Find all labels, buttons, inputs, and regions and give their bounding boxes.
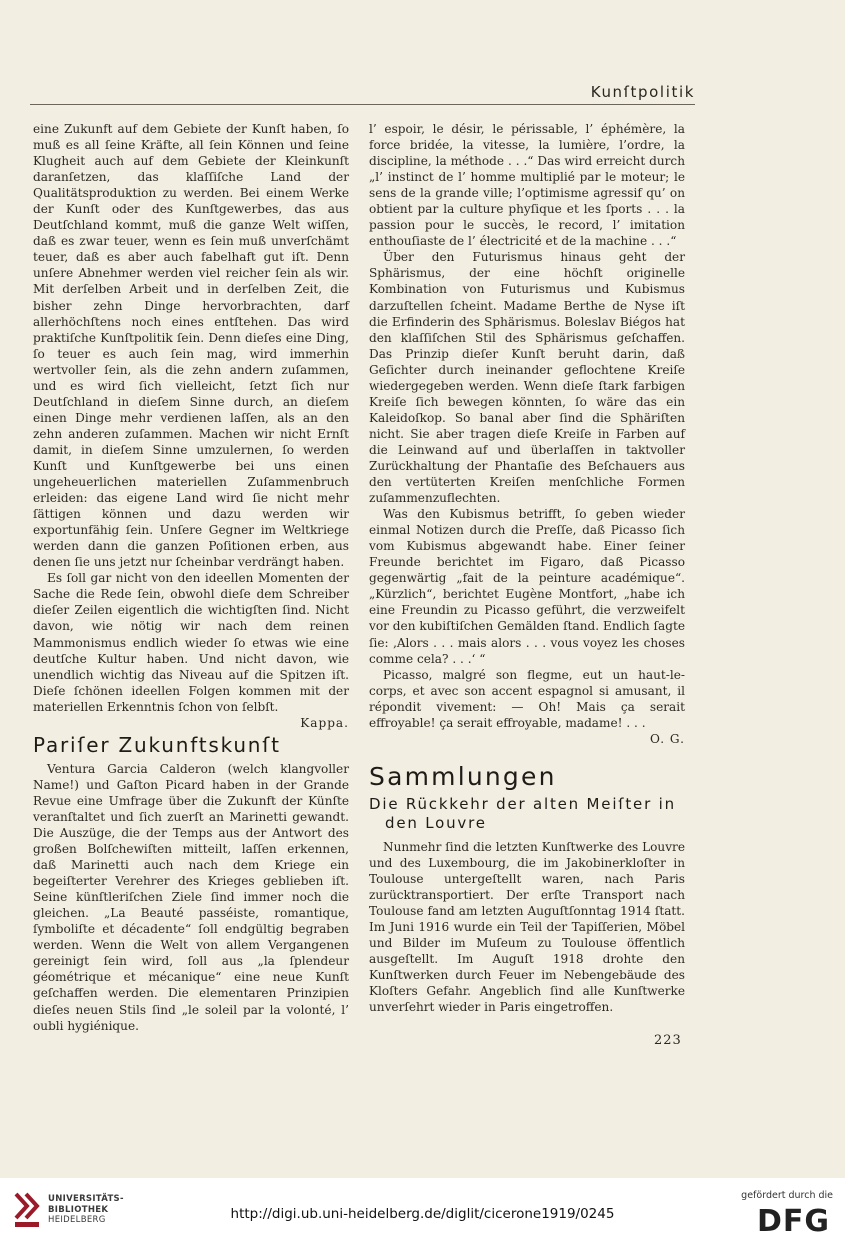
- viewer-footer: [0, 1178, 845, 1245]
- subsection-title: [369, 795, 685, 833]
- author-signature: O. G.: [650, 731, 685, 746]
- library-name-line: UNIVERSITÄTS-: [48, 1194, 124, 1204]
- svg-text:DFG: DFG: [757, 1204, 831, 1235]
- running-header: Kunſtpolitik: [590, 83, 695, 101]
- body-paragraph: Picasso, malgré son flegme, eut un haut-le-corps, et avec son accent espagnol si amusant, il répondit vivement: — Oh! Mais ça serait effroyable! ça serait effroyable, madame! . . .: [369, 667, 685, 730]
- subsection-title-line: den Louvre: [385, 813, 487, 832]
- right-column: [369, 121, 685, 1015]
- body-paragraph: eine Zukunft auf dem Gebiete der Kunſt haben, ſo muß es all ſeine Kräfte, all ſein Können und ſeine Klugheit auch auf dem Gebiete der Kleinkunſt daranſetzen, das klaſſiſche Land der Qualitätsproduktion zu werden. Bei einem Werke der Kunſt oder des Kunſtgewerbes, das aus Deutſchland kommt, muß die ganze Welt wiſſen, daß es zwar teuer, wenn es ſein muß unverſchämt teuer, daß es aber auch fabelhaft gut iſt. Denn unſere Abnehmer werden viel reicher ſein als wir. Mit derſelben Arbeit und in derſelben Zeit, die bisher zehn Dinge hervorbrachten, darf allerhöchſtens noch eines entſtehen. Das wird praktiſche Kunſtpolitik ſein. Denn dieſes eine Ding, ſo teuer es auch ſein mag, wird immerhin wertvoller ſein, als die zehn andern zuſammen, und es wird ſich vielleicht, ſetzt ſich nur Deutſchland in dieſem Sinne durch, an dieſem einen Dinge mehr verdienen laſſen, als an den zehn anderen zuſammen. Machen wir nicht Ernſt damit, in dieſem Sinne umzulernen, ſo werden Kunſt und Kunſtgewerbe bei uns einen ungeheuerlichen materiellen Zuſammenbruch erleiden: das eigene Land wird ſie nicht mehr ſättigen können und dazu werden wir exportunfähig ſein. Unſere Gegner im Weltkriege werden dann die ganzen Poſitionen erben, aus denen ſie uns jetzt nur ſcheinbar verdrängt haben.: [33, 122, 349, 570]
- body-paragraph: Was den Kubismus betrifft, ſo geben wieder einmal Notizen durch die Preſſe, daß Picasso ſich vom Kubismus abgewandt habe. Einer ſeiner Freunde berichtet im Figaro, daß Picasso gegenwärtig „fait de la peinture académique“. „Kürzlich“, berichtet Eugène Montfort, „habe ich eine Freundin zu Picasso geführt, die verzweifelt vor den kubiſtiſchen Gemälden ſtand. Endlich ſagte ſie: ‚Alors . . . mais alors . . . vous voyez les choses comme cela? . . .‘ “: [369, 507, 685, 666]
- body-paragraph: Nunmehr ſind die letzten Kunſtwerke des Louvre und des Luxembourg, die im Jakobinerkloſter in Toulouse untergeſtellt waren, nach Paris zurücktransportiert. Der erſte Transport nach Toulouse fand am letzten Auguſtſonntag 1914 ſtatt. Im Juni 1916 wurde ein Teil der Tapiſſerien, Möbel und Bilder im Muſeum zu Toulouse öffentlich ausgeſtellt. Im Auguſt 1918 drohte den Kunſtwerken durch Feuer im Nebengebäude des Kloſters Gefahr. Angeblich ſind alle Kunſtwerke unverſehrt wieder in Paris eingetroffen.: [369, 839, 685, 1015]
- section-title: Sammlungen: [369, 761, 557, 791]
- library-name-line: BIBLIOTHEK: [48, 1204, 109, 1215]
- subsection-title-line: Die Rückkehr der alten Meiſter in: [369, 794, 676, 813]
- body-paragraph: l’ espoir, le désir, le périssable, l’ éphémère, la force bridée, la vitesse, la lumière, l’ordre, la discipline, la méthode . . .“ Das wird erreicht durch „l’ instinct de l’ homme multiplié par le moteur; le sens de la grande ville; l’optimisme agressif qu’ on obtient par la culture phyſique et les ſports . . . la passion pour le succès, le record, l’ imitation enthouſiaste de l’ électricité et de la machine . . .“: [369, 122, 685, 249]
- header-rule: [30, 104, 695, 105]
- body-paragraph: Ventura Garcia Calderon (welch klangvoller Name!) und Gaſton Picard haben in der Grande Revue eine Umfrage über die Zukunft der Künſte veranſtaltet und ſich zuerſt an Marinetti gewandt. Die Auszüge, die der Temps aus der Antwort des großen Bolſchewiſten mitteilt, laſſen erkennen, daß Marinetti auch nach dem Kriege ein begeiſterter Verehrer des Krieges geblieben iſt. Seine künſtleriſchen Ziele ſind immer noch die gleichen. „La Beauté passéiste, romantique, ſymboliſte et décadente“ ſoll endgültig begraben werden. Wenn die Welt von allem Vergangenen gereinigt ſein wird, ſoll aus „la ſplendeur géométrique et mécanique“ eine neue Kunſt geſchaffen werden. Die elementaren Prinzipien dieſes neuen Stils ſind „le soleil par la volonté, l’ oubli hygiénique.: [33, 761, 349, 1033]
- article-title: Pariſer Zukunftskunſt: [33, 732, 281, 757]
- funding-label: gefördert durch die: [741, 1190, 833, 1201]
- library-name-line: HEIDELBERG: [48, 1215, 106, 1225]
- body-paragraph: Es ſoll gar nicht von den ideellen Momenten der Sache die Rede ſein, obwohl dieſe dem Schreiber dieſer Zeilen eigentlich die wichtigſten ſind. Nicht davon, wie nötig wir nach dem reinen Mammonismus endlich wieder ſo etwas wie eine deutſche Kultur haben. Und nicht davon, wie unendlich wichtig das Niveau auf die Spitzen iſt. Dieſe ſchönen ideellen Folgen kommen mit der materiellen Erkenntnis ſchon von ſelbſt.: [33, 571, 349, 714]
- source-url[interactable]: http://digi.ub.uni-heidelberg.de/diglit/cicerone1919/0245: [230, 1206, 615, 1222]
- left-column: [33, 121, 349, 1034]
- dfg-logo-icon: [755, 1203, 833, 1235]
- author-signature: Kappa.: [300, 715, 349, 730]
- page-number: 223: [654, 1033, 682, 1048]
- body-paragraph: Über den Futurismus hinaus geht der Sphärismus, der eine höchſt originelle Kombination von Futurismus und Kubismus darzuſtellen ſcheint. Madame Berthe de Nyse iſt die Erfinderin des Sphärismus. Boleslav Biégos hat den klaſſiſchen Stil des Sphärismus geſchaffen. Das Prinzip dieſer Kunſt beruht darin, daß Geſichter durch ineinander geflochtene Kreiſe wiedergegeben werden. Wenn dieſe ſtark farbigen Kreiſe ſich bewegen könnten, ſo wäre das ein Kaleidoſkop. So banal aber ſind die Sphäriſten nicht. Sie aber tragen dieſe Kreiſe in Farben auf die Leinwand auf und überlaſſen in taktvoller Zurückhaltung der Phantaſie des Beſchauers aus den vertüterten Kreiſen menſchliche Formen zuſammenzuflechten.: [369, 250, 685, 506]
